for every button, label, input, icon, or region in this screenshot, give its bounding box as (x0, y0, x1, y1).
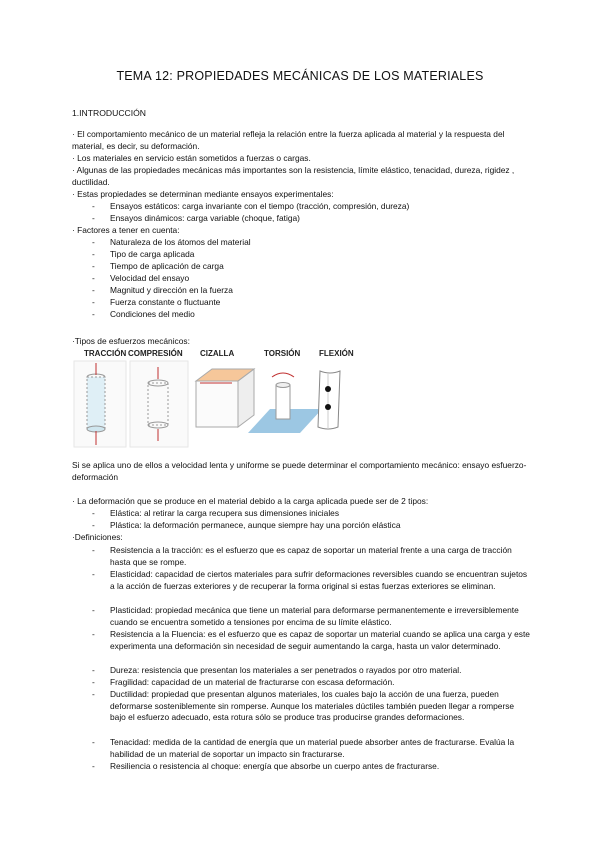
velocidad-paragraph: Si se aplica uno de ellos a velocidad lenta y uniforme se puede determinar el comportamiento mecánico: ensayo esfuerzo-deformación (72, 460, 527, 482)
intro-paragraph: · El comportamiento mecánico de un material refleja la relación entre la fuerza aplicada al material y la respuesta del material, es decir, su deformación. (72, 129, 505, 151)
intro-paragraph: · Estas propiedades se determinan mediante ensayos experimentales: (72, 189, 334, 199)
compression-specimen (130, 361, 188, 447)
figure-label-torsion: TORSIÓN (264, 349, 301, 358)
factores-intro: · Factores a tener en cuenta: (72, 225, 180, 235)
shear-specimen (196, 369, 254, 427)
definiciones-heading: ·Definiciones: (72, 532, 123, 542)
stress-types-figure (72, 349, 354, 448)
section-heading: 1.INTRODUCCIÓN (72, 108, 147, 118)
intro-paragraph: · Algunas de las propiedades mecánicas más importantes son la resistencia, límite elástico, tenacidad, dureza, rigidez , ductilidad. (72, 165, 515, 187)
figure-label-traccion: TRACCIÓN (84, 349, 127, 358)
tipos-heading: ·Tipos de esfuerzos mecánicos: (72, 336, 190, 346)
document-page: TEMA 12: PROPIEDADES MECÁNICAS DE LOS MATERIALES 1.INTRODUCCIÓN · El comportamiento mecánico de un material refleja la relación entre la fuerza aplicada al material y la respuesta del material, es decir, su deformación. · Los materiales en servicio están sometidos a fuerzas o cargas. · Algunas de las propiedades mecánicas más importantes son la resistencia, límite elástico, tenacidad, dureza, rigidez , ductilidad. · Estas propiedades se determinan mediante ensayos experimentales: - Ensayos estáticos: carga invariante con el tiempo (tracción, compresión, dureza) - Ensayos dinámicos: carga variable (choque, fatiga) · Factores a tener en cuenta: - Naturaleza de los átomos del material - Tipo de carga aplicada - Tiempo de aplicación de carga - Velocidad del ensayo - Magnitud y dirección en la fuerza - Fuerza constante o fluctuante - Condiciones del medio ·Tipos de esfuerzos mecánicos: TRACCIÓN COMPRESIÓN CIZALLA TORSIÓN FLEXIÓN Si se aplica uno de ellos a velocidad lenta y uniforme se puede determinar el comportamiento mecánico: ensayo esfuerzo-deformación · La deformación que se produce en el material debido a la carga aplicada puede ser de 2 tipos: - Elástica: al retirar la carga recupera sus dimensiones iniciales - Plástica: la deformación permanece, aunque siempre hay una porción elástica ·Definiciones: - Resistencia a la tracción: es el esfuerzo que es capaz de soportar un material frente a una carga de tracción hasta que se rompe. - Elasticidad: capacidad de ciertos materiales para sufrir deformaciones reversibles cuando se encuentran sujetos a la acción de fuerzas exteriores y de recuperar la forma original si estas fuerzas exteriores se eliminan. - Plasticidad: propiedad mecánica que tiene un material para deformarse permanentemente e irreversiblemente cuando se encuentra sometido a tensiones por encima de su límite elástico. - Resistencia a la Fluencia: es el esfuerzo que es capaz de soportar un material cuando se aplica una carga y este experimenta una deformación sin necesidad de seguir aumentando la carga, hasta un valor determinado. - Dureza: resistencia que presentan los materiales a ser penetrados o rayados por otro material. - Fragilidad: capacidad de un material de fracturarse con escasa deformación. - Ductilidad: propiedad que presentan algunos materiales, los cuales bajo la acción de una fuerza, pueden deformarse sosteniblemente sin romperse. Aunque los materiales dúctiles también pueden llegar a romperse bajo el esfuerzo adecuado, esta rotura sólo se produce tras producirse grandes deformaciones. - Tenacidad: medida de la cantidad de energía que un material puede absorber antes de fracturarse. Evalúa la habilidad de un material de soportar un impacto sin fracturarse. - Resiliencia o resistencia al choque: energía que absorbe un cuerpo antes de fracturarse. (0, 0, 600, 848)
stress-types-illustration (72, 349, 342, 448)
figure-label-compresion: COMPRESIÓN (128, 349, 183, 358)
bending-specimen (318, 371, 340, 429)
figure-label-cizalla: CIZALLA (200, 349, 235, 358)
figure-label-flexion: FLEXIÓN (319, 349, 354, 358)
page-title: TEMA 12: PROPIEDADES MECÁNICAS DE LOS MATERIALES (116, 69, 484, 83)
traction-specimen (74, 361, 126, 447)
torsion-specimen (248, 373, 322, 433)
intro-paragraph: · Los materiales en servicio están sometidos a fuerzas o cargas. (72, 153, 311, 163)
deformacion-intro: · La deformación que se produce en el material debido a la carga aplicada puede ser de 2 tipos: (72, 496, 429, 506)
